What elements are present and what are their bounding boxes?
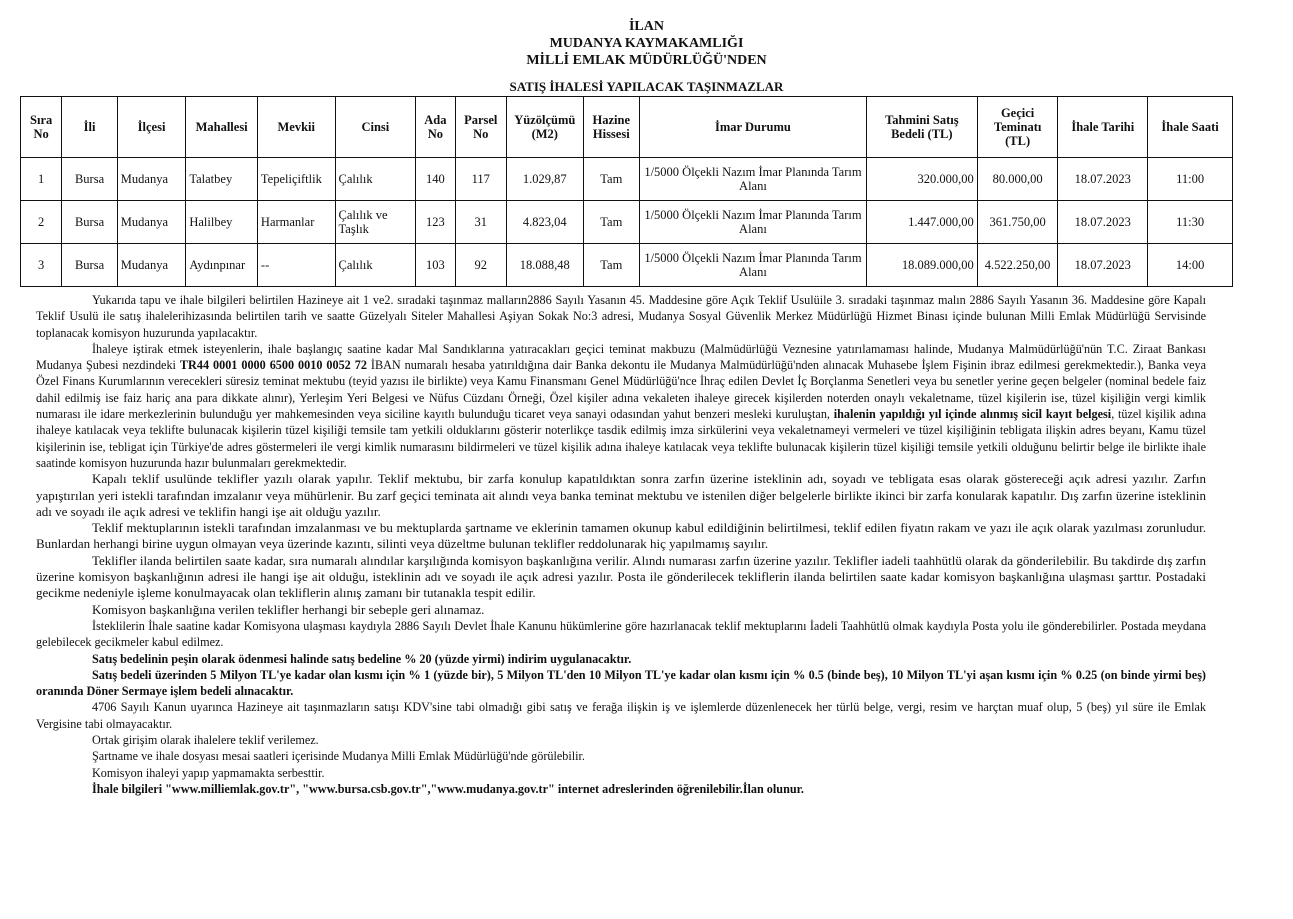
table-cell: 80.000,00 — [977, 158, 1058, 201]
header-cell: Parsel No — [455, 97, 506, 158]
authority-name: MUDANYA KAYMAKAMLIĞI — [549, 36, 744, 51]
paragraph-tax-exemption: 4706 Sayılı Kanun uyarınca Hazineye ait taşınmazların satışı KDV'sine tabi olmadığı gibi satış ve ferağa ilişkin iş ve işlemlerde düzenlenecek her türlü belge, vergi, resim ve harçtan muaf olup, 5 (beş) yıl süre ile Emlak Vergisine tabi olmayacaktır. — [36, 700, 1206, 731]
table-cell: Bursa — [62, 244, 117, 287]
table-title: SATIŞ İHALESİ YAPILACAK TAŞINMAZLAR — [509, 79, 784, 94]
paragraph-postal-bids: İsteklilerin İhale saatine kadar Komisyona ulaşması kaydıyla 2886 Sayılı Devlet İhale Kanunu hükümlerine göre hazırlanacak teklif mektuplarını İadeli Taahhütlü olmak kaydıyla Posta yolu ile gönderebilirler. Postada meydana gelebilecek gecikmeler kabul edilmez. — [36, 618, 1206, 650]
table-cell: Harmanlar — [257, 201, 335, 244]
notice-title: İLAN — [628, 19, 664, 34]
paragraph-bid-letters: Teklif mektuplarının istekli tarafından imzalanması ve bu mektuplarda şartname ve eklerinin tamamen okunup kabul edildiğinin belirtilmesi, teklif edilen fiyatın rakam ve yazı ile açık olarak yazılması zorunludur. Bunlardan herhangi birine uygun olmayan veya üzerinde kazıntı, silinti veya düzeltme bulunan teklifler reddolunarak hiç yapılmamış sayılır. — [36, 520, 1206, 552]
header-cell: İlçesi — [117, 97, 186, 158]
table-cell: Talatbey — [186, 158, 258, 201]
notice-body — [36, 292, 1206, 797]
table-cell: Çalılık — [335, 158, 416, 201]
table-cell: 1/5000 Ölçekli Nazım İmar Planında Tarım Alanı — [640, 201, 867, 244]
table-cell: Mudanya — [117, 158, 186, 201]
paragraph-sealed-bid: Kapalı teklif usulünde teklifler yazılı olarak yapılır. Teklif mektubu, bir zarfa konulup kapatıldıktan sonra zarfın üzerine isteklinin adı, soyadı ve tebligata esas olarak göstereceği açık adresi yazılır. Zarfın yapıştırılan yeri istekli tarafından imzalanır veya mühürlenir. Bu zarf geçici teminata ait alındı veya banka teminat mektubu ve istenilen diğer belgelerle birlikte ikinci bir zarfa konularak kapatılır. Dış zarfın üzerine isteklinin adı ve soyadı ile açık adresi ve teklifin hangi işe ait olduğu yazılır. — [36, 471, 1206, 519]
table-header-row — [21, 97, 1233, 158]
table-cell: 18.07.2023 — [1058, 201, 1148, 244]
header-cell: Mevkii — [257, 97, 335, 158]
requirements-text: İBAN numaralı hesaba yatırıldığına dair Banka dekontu ile Mudanya Malmüdürlüğü'nden alınacak Muhasebe İşlem Fişinin ibraz edilmesi gerekmektedir.), Banka veya Özel Finans Kurumlarının verecekleri süresiz teminat mektubu (teyid yazısı ile birlikte) veya Kamu Finansmanı Genel Müdürlüğü'nce İhraç edilen Devlet İç Borçlanma Senetleri veya bu senetler yerine geçen belgeler (nominal bedele faiz dahil edilmiş ise faiz hariç ana para dikkate alınır), Yerleşim Yeri Belgesi ve Nüfus Cüzdanı Örneği, Özel kişiler adına vekaleten ihaleye girecek kişilerden noterden onaylı vekaletname, tüzel kişilerin ise, tüzel kişiliğin vergi kimlik numarası ile idare merkezlerinin bulunduğu yer mahkemesinden veya siciline kayıtlı bulunduğu ticaret veya sanayi odasından yahut benzeri mesleki kuruluştan, — [36, 358, 1206, 422]
table-cell: 1/5000 Ölçekli Nazım İmar Planında Tarım Alanı — [640, 158, 867, 201]
table-cell: Halilbey — [186, 201, 258, 244]
table-cell: 123 — [416, 201, 455, 244]
fee-text: Satış bedeli üzerinden 5 Milyon TL'ye kadar olan kısmı için % 1 (yüzde bir), 5 Milyon TL'den 10 Milyon TL'ye kadar olan kısmı için % 0.5 (binde beş), 10 Milyon TL'yi aşan kısmı için % 0.25 (on binde yirmi beş) oranında Döner Sermaye işlem bedeli alınacaktır. — [36, 667, 1206, 699]
table-cell: Çalılık ve Taşlık — [335, 201, 416, 244]
department-name: MİLLİ EMLAK MÜDÜRLÜĞÜ'NDEN — [526, 53, 767, 68]
table-cell: Bursa — [62, 201, 117, 244]
header-cell: İhale Saati — [1148, 97, 1233, 158]
table-cell: 18.07.2023 — [1058, 158, 1148, 201]
table-cell: 18.088,48 — [506, 244, 583, 287]
paragraph-info-sites — [36, 781, 1206, 797]
table-cell: Bursa — [62, 158, 117, 201]
notice-header — [0, 18, 1293, 69]
table-cell: 1/5000 Ölçekli Nazım İmar Planında Tarım Alanı — [640, 244, 867, 287]
table-row — [21, 244, 1233, 287]
paragraph-auction-info: Yukarıda tapu ve ihale bilgileri belirtilen Hazineye ait 1 ve2. sıradaki taşınmaz malların2886 Sayılı Yasanın 45. Maddesine göre Açık Teklif Usulüile 3. sıradaki taşınmaz malın 2886 Sayılı Yasanın 36. Maddesine göre Kapalı Teklif Usulü ile satış ihalelerihizasında belirtilen tarih ve saatte Güzelyalı Siteler Mahallesi Aşiyan Sokak No:3 adresi, Mudanya Sosyal Güvenlik Merkez Müdürlüğü Hizmet Binası içinde bulunan Milli Emlak Müdürlüğü Servisinde toplanacak komisyon huzurunda yapılacaktır. — [36, 293, 1206, 340]
table-cell: 4.522.250,00 — [977, 244, 1058, 287]
paragraph-fee — [36, 667, 1206, 700]
table-cell: Tam — [583, 201, 639, 244]
table-cell: Mudanya — [117, 201, 186, 244]
table-row — [21, 201, 1233, 244]
paragraph-joint-venture: Ortak girişim olarak ihalelere teklif verilemez. — [92, 733, 319, 748]
header-cell: Cinsi — [335, 97, 416, 158]
table-cell: Tam — [583, 158, 639, 201]
table-row — [21, 158, 1233, 201]
registry-document-text: ihalenin yapıldığı yıl içinde alınmış sicil kayıt belgesi — [833, 407, 1112, 422]
header-cell: Hazine Hissesi — [583, 97, 639, 158]
header-cell: İli — [62, 97, 117, 158]
header-cell: Yüzölçümü (M2) — [506, 97, 583, 158]
table-cell: Çalılık — [335, 244, 416, 287]
info-sites-text: İhale bilgileri "www.milliemlak.gov.tr", "www.bursa.csb.gov.tr","www.mudanya.gov.tr" internet adreslerinden öğrenilebilir.İlan olunur. — [92, 781, 804, 796]
paragraph-bid-delivery: Teklifler ilanda belirtilen saate kadar, sıra numaralı alındılar karşılığında komisyon başkanlığına verilir. Alındı numarası zarfın üzerine yazılır. Teklifler iadeli taahhütlü olarak da gönderilebilir. Bu takdirde dış zarfın üzerine komisyon başkanlığının adresi ile hangi işe ait olduğu, isteklinin adı ve soyadı ile açık adresi yazılır. Posta ile gönderilecek tekliflerin ilanda belirtilen saate kadar komisyon başkanlığına ulaşması şarttır. Postadaki gecikme nedeniyle işleme konulmayacak olan tekliflerin alınış zamanı bir tutanakla tespit edilir. — [36, 552, 1206, 601]
table-cell: Aydınpınar — [186, 244, 258, 287]
discount-text: Satış bedelinin peşin olarak ödenmesi halinde satış bedeline % 20 (yüzde yirmi) indirim uygulanacaktır. — [92, 651, 632, 666]
table-cell: 140 — [416, 158, 455, 201]
header-cell: Tahmini Satış Bedeli (TL) — [866, 97, 977, 158]
paragraph-specification: Şartname ve ihale dosyası mesai saatleri içerisinde Mudanya Milli Emlak Müdürlüğü'nde görülebilir. — [92, 749, 585, 764]
table-cell: 1.447.000,00 — [866, 201, 977, 244]
paragraph-discount — [36, 651, 1206, 667]
table-cell: 4.823,04 — [506, 201, 583, 244]
table-cell: 1 — [21, 158, 62, 201]
paragraph-no-withdrawal: Komisyon başkanlığına verilen teklifler herhangi bir sebeple geri alınamaz. — [92, 601, 485, 617]
requirements-text: İhaleye iştirak etmek isteyenlerin, ihale başlangıç saatine kadar Mal Sandıklarına yatıracakları geçici teminat makbuzu (Malmüdürlüğü Veznesine yatırılamaması halinde, Mudanya Malmüdürlüğü'nün T.C. Ziraat Bankası Mudanya Şubesi nezdindeki — [36, 341, 1206, 373]
table-cell: 11:00 — [1148, 158, 1233, 201]
header-cell: İhale Tarihi — [1058, 97, 1148, 158]
header-cell: Ada No — [416, 97, 455, 158]
table-cell: Tam — [583, 244, 639, 287]
header-cell: Mahallesi — [186, 97, 258, 158]
table-cell: Tepeliçiftlik — [257, 158, 335, 201]
table-cell: Mudanya — [117, 244, 186, 287]
table-cell: 1.029,87 — [506, 158, 583, 201]
table-cell: 31 — [455, 201, 506, 244]
table-cell: 3 — [21, 244, 62, 287]
header-cell: Geçici Teminatı (TL) — [977, 97, 1058, 158]
table-cell: 117 — [455, 158, 506, 201]
header-cell: İmar Durumu — [640, 97, 867, 158]
table-cell: 92 — [455, 244, 506, 287]
table-cell: 320.000,00 — [866, 158, 977, 201]
table-cell: 18.089.000,00 — [866, 244, 977, 287]
table-cell: 11:30 — [1148, 201, 1233, 244]
table-cell: 14:00 — [1148, 244, 1233, 287]
paragraph-commission-freedom: Komisyon ihaleyi yapıp yapmamakta serbesttir. — [92, 765, 325, 780]
properties-table — [20, 96, 1233, 287]
paragraph-requirements — [36, 341, 1206, 471]
table-cell: 103 — [416, 244, 455, 287]
header-cell: Sıra No — [21, 97, 62, 158]
table-cell: 361.750,00 — [977, 201, 1058, 244]
table-cell: -- — [257, 244, 335, 287]
iban-number: TR44 0001 0000 6500 0010 0052 72 — [179, 358, 367, 373]
table-cell: 2 — [21, 201, 62, 244]
requirements-text: , tüzel kişilik adına ihaleye katılacak veya teklifte bulunacak kişilerin tüzel kişiliği temsile tam yetkili olduklarını gösterir noterlikçe tasdik edilmiş imza sirkülerini veya vekaletnameyi vermeleri ve tüzel kişiliğinin tebligata ilişkin adres beyanı, Kamu tüzel kişilerinin ise, tebligat için Türkiye'de adres göstermeleri ile vergi kimlik numarasını bildirmeleri ve tüzel kişilik adına ihaleye katılacak veya teklifte bulunacak kişilerin tüzel kişiliği temsile yetkili olduğunu belirtir belge ile birlikte ihale saatinde komisyon huzurunda hazır bulunmaları gerekmektedir. — [36, 407, 1207, 470]
table-cell: 18.07.2023 — [1058, 244, 1148, 287]
